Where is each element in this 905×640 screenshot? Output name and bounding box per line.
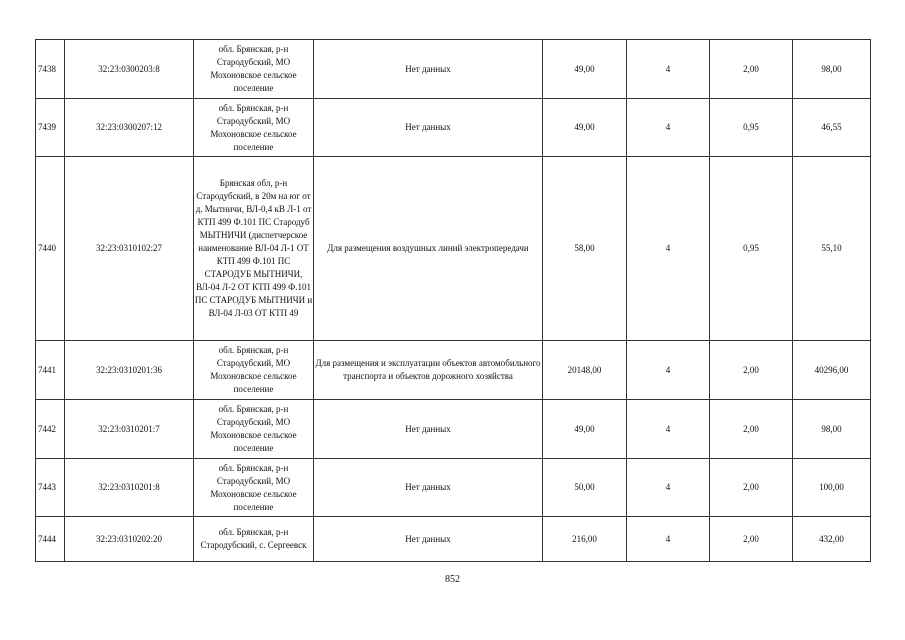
area-cell: 216,00 bbox=[543, 517, 627, 562]
row-number-cell: 7444 bbox=[36, 517, 65, 562]
group-cell: 4 bbox=[627, 459, 710, 517]
coefficient-cell: 0,95 bbox=[710, 99, 793, 157]
row-number-cell: 7442 bbox=[36, 400, 65, 459]
value-cell: 98,00 bbox=[793, 400, 871, 459]
address-cell: обл. Брянская, р-н Стародубский, МО Мохоновское сельское поселение bbox=[194, 459, 314, 517]
cadastral-number-cell: 32:23:0310102:27 bbox=[65, 157, 194, 341]
land-plots-table bbox=[35, 39, 871, 562]
group-cell: 4 bbox=[627, 341, 710, 400]
purpose-cell: Для размещения воздушных линий электропередачи bbox=[314, 157, 543, 341]
address-cell: обл. Брянская, р-н Стародубский, МО Мохоновское сельское поселение bbox=[194, 40, 314, 99]
coefficient-cell: 0,95 bbox=[710, 157, 793, 341]
row-number-cell: 7438 bbox=[36, 40, 65, 99]
value-cell: 100,00 bbox=[793, 459, 871, 517]
table-row bbox=[36, 99, 871, 157]
area-cell: 49,00 bbox=[543, 40, 627, 99]
cadastral-number-cell: 32:23:0300203:8 bbox=[65, 40, 194, 99]
table-row bbox=[36, 40, 871, 99]
page-number: 852 bbox=[445, 574, 460, 585]
table-row bbox=[36, 341, 871, 400]
table-row bbox=[36, 459, 871, 517]
purpose-cell: Нет данных bbox=[314, 99, 543, 157]
table-row bbox=[36, 157, 871, 341]
purpose-cell: Нет данных bbox=[314, 40, 543, 99]
address-cell: Брянская обл, р-н Стародубский, в 20м на юг от д. Мытничи, ВЛ-0,4 кВ Л-1 от КТП 499 Ф.101 ПС Стародуб МЫТНИЧИ (диспетчерское наименование ВЛ-04 Л-1 ОТ КТП 499 Ф.101 ПС СТАРОДУБ МЫТНИЧИ, ВЛ-04 Л-2 ОТ КТП 499 Ф.101 ПС СТАРОДУБ МЫТНИЧИ и ВЛ-04 Л-03 ОТ КТП 49 bbox=[194, 157, 314, 341]
row-number-cell: 7440 bbox=[36, 157, 65, 341]
cadastral-number-cell: 32:23:0310201:36 bbox=[65, 341, 194, 400]
address-cell: обл. Брянская, р-н Стародубский, МО Мохоновское сельское поселение bbox=[194, 341, 314, 400]
table-row bbox=[36, 400, 871, 459]
group-cell: 4 bbox=[627, 40, 710, 99]
area-cell: 20148,00 bbox=[543, 341, 627, 400]
area-cell: 58,00 bbox=[543, 157, 627, 341]
address-cell: обл. Брянская, р-н Стародубский, МО Мохоновское сельское поселение bbox=[194, 99, 314, 157]
cadastral-number-cell: 32:23:0300207:12 bbox=[65, 99, 194, 157]
group-cell: 4 bbox=[627, 157, 710, 341]
cadastral-number-cell: 32:23:0310201:8 bbox=[65, 459, 194, 517]
area-cell: 49,00 bbox=[543, 99, 627, 157]
value-cell: 55,10 bbox=[793, 157, 871, 341]
address-cell: обл. Брянская, р-н Стародубский, с. Сергеевск bbox=[194, 517, 314, 562]
area-cell: 50,00 bbox=[543, 459, 627, 517]
value-cell: 40296,00 bbox=[793, 341, 871, 400]
purpose-cell: Нет данных bbox=[314, 459, 543, 517]
coefficient-cell: 2,00 bbox=[710, 40, 793, 99]
coefficient-cell: 2,00 bbox=[710, 400, 793, 459]
row-number-cell: 7443 bbox=[36, 459, 65, 517]
purpose-cell: Нет данных bbox=[314, 517, 543, 562]
coefficient-cell: 2,00 bbox=[710, 341, 793, 400]
purpose-cell: Нет данных bbox=[314, 400, 543, 459]
row-number-cell: 7439 bbox=[36, 99, 65, 157]
coefficient-cell: 2,00 bbox=[710, 517, 793, 562]
table-row bbox=[36, 517, 871, 562]
address-cell: обл. Брянская, р-н Стародубский, МО Мохоновское сельское поселение bbox=[194, 400, 314, 459]
table-body bbox=[36, 40, 871, 562]
purpose-cell: Для размещения и эксплуатации объектов автомобильного транспорта и объектов дорожного хозяйства bbox=[314, 341, 543, 400]
area-cell: 49,00 bbox=[543, 400, 627, 459]
value-cell: 98,00 bbox=[793, 40, 871, 99]
value-cell: 46,55 bbox=[793, 99, 871, 157]
group-cell: 4 bbox=[627, 400, 710, 459]
row-number-cell: 7441 bbox=[36, 341, 65, 400]
group-cell: 4 bbox=[627, 99, 710, 157]
cadastral-number-cell: 32:23:0310201:7 bbox=[65, 400, 194, 459]
group-cell: 4 bbox=[627, 517, 710, 562]
value-cell: 432,00 bbox=[793, 517, 871, 562]
coefficient-cell: 2,00 bbox=[710, 459, 793, 517]
cadastral-number-cell: 32:23:0310202:20 bbox=[65, 517, 194, 562]
